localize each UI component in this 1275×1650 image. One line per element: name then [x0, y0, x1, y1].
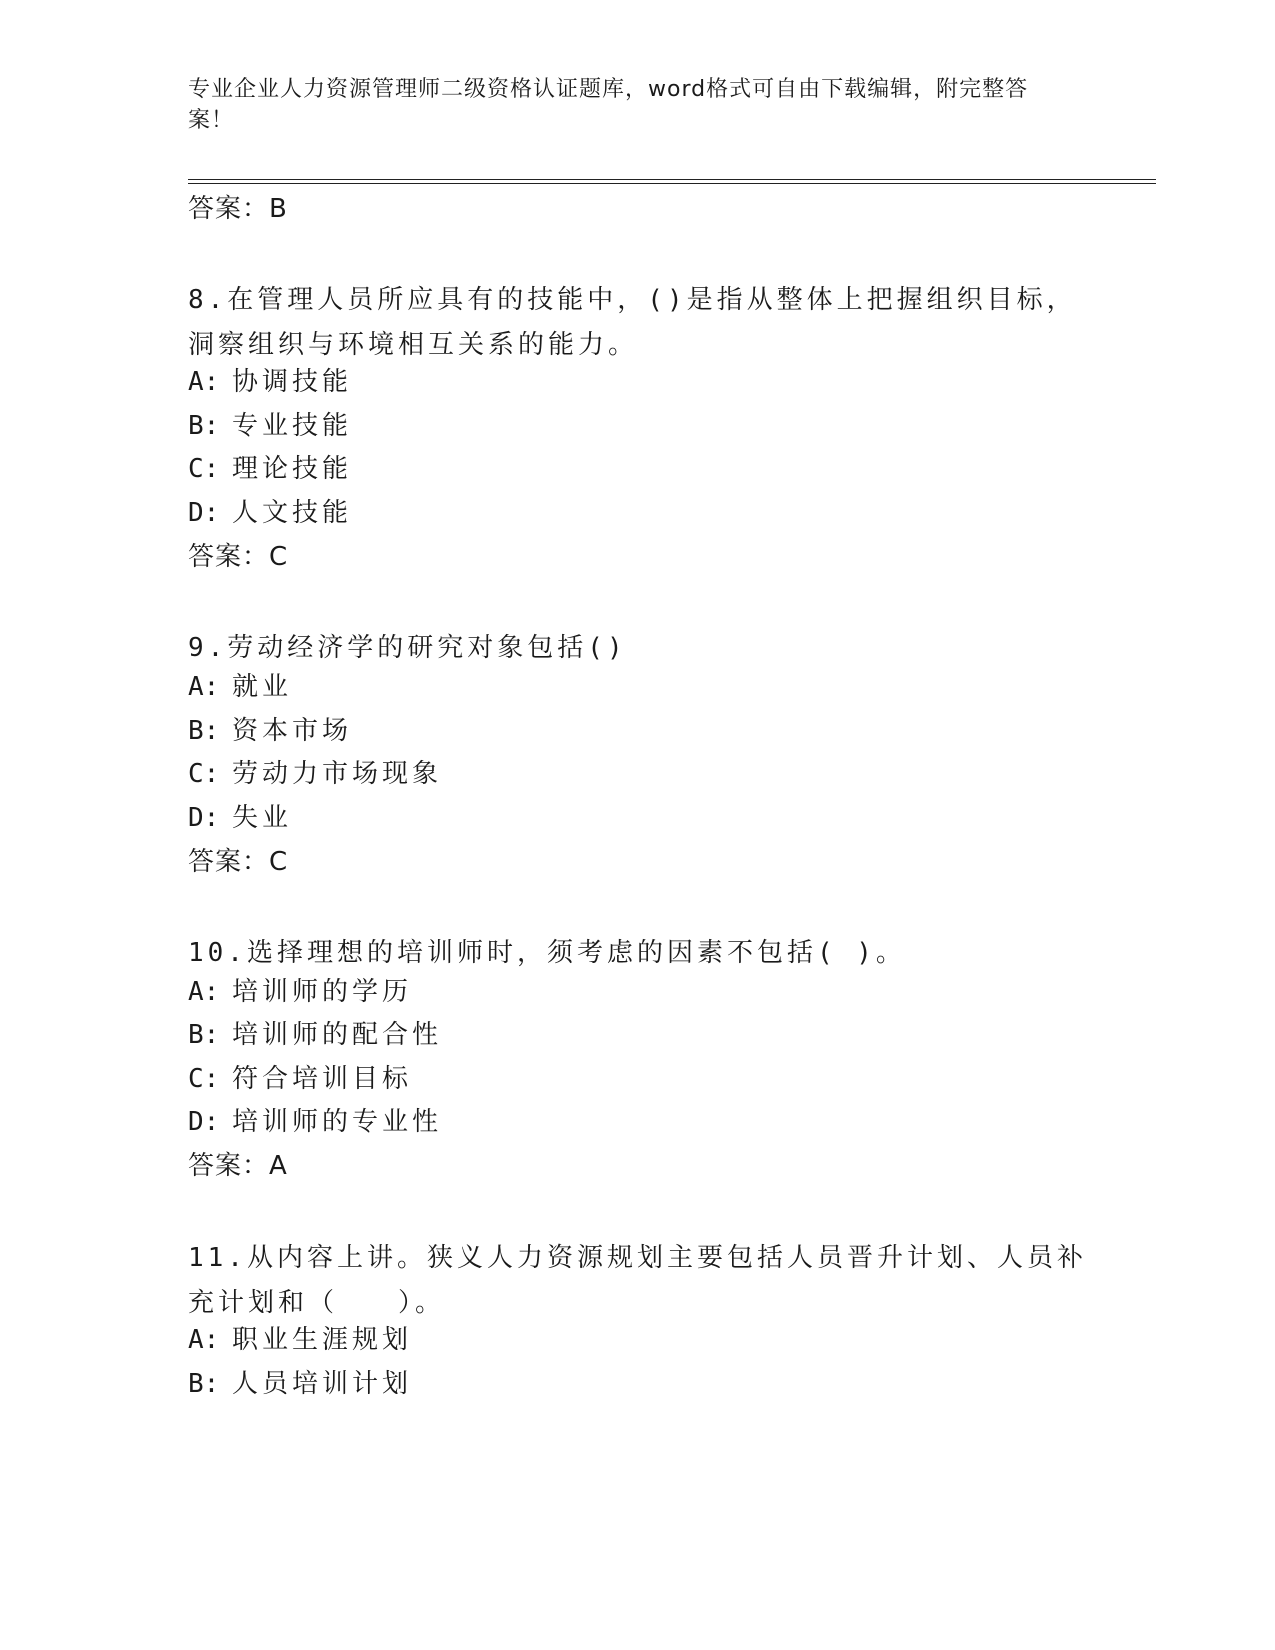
option-text: 资本市场 — [232, 716, 353, 746]
question-10-option-c — [188, 1062, 412, 1096]
question-8-option-d — [188, 496, 352, 530]
option-text: 协调技能 — [232, 367, 353, 397]
question-10-option-d — [188, 1105, 442, 1139]
option-letter: A: — [188, 977, 220, 1007]
question-8-option-a — [188, 365, 352, 399]
question-11-option-a — [188, 1323, 412, 1357]
option-letter: C: — [188, 759, 220, 789]
option-letter: A: — [188, 1325, 220, 1355]
question-8-option-c — [188, 452, 352, 486]
option-text: 培训师的学历 — [232, 977, 413, 1007]
option-letter: D: — [188, 1107, 220, 1137]
question-8-option-b — [188, 409, 352, 443]
question-9-option-c — [188, 757, 442, 791]
question-11-stem: 11.从内容上讲。狭义人力资源规划主要包括人员晋升计划、人员补充计划和（ ）。 — [188, 1243, 1087, 1318]
option-letter: B: — [188, 411, 220, 441]
question-11-option-b — [188, 1367, 412, 1401]
question-8-answer: 答案：C — [188, 542, 289, 572]
option-letter: B: — [188, 1369, 220, 1399]
header-note: 专业企业人力资源管理师二级资格认证题库，word格式可自由下载编辑，附完整答案！ — [188, 77, 1029, 133]
question-10-option-a — [188, 975, 412, 1009]
option-letter: D: — [188, 498, 220, 528]
question-10-answer: 答案：A — [188, 1151, 288, 1181]
question-10-stem: 10.选择理想的培训师时，须考虑的因素不包括( )。 — [188, 938, 906, 968]
header-rule-top — [188, 179, 1156, 180]
previous-answer: 答案：B — [188, 194, 288, 224]
question-9-answer: 答案：C — [188, 847, 289, 877]
question-10-option-b — [188, 1018, 442, 1052]
option-text: 理论技能 — [232, 454, 353, 484]
question-9-option-b — [188, 714, 352, 748]
option-letter: B: — [188, 1020, 220, 1050]
option-text: 符合培训目标 — [232, 1064, 413, 1094]
question-9-stem: 9.劳动经济学的研究对象包括() — [188, 633, 627, 663]
question-9-option-a — [188, 670, 292, 704]
option-letter: D: — [188, 803, 220, 833]
option-text: 职业生涯规划 — [232, 1325, 413, 1355]
option-text: 就业 — [232, 672, 293, 702]
question-9-option-d — [188, 801, 292, 835]
option-text: 人文技能 — [232, 498, 353, 528]
option-letter: C: — [188, 454, 220, 484]
option-letter: A: — [188, 367, 220, 397]
option-letter: B: — [188, 716, 220, 746]
option-text: 培训师的配合性 — [232, 1020, 443, 1050]
option-text: 培训师的专业性 — [232, 1107, 443, 1137]
option-text: 失业 — [232, 803, 293, 833]
header-rule-bottom — [188, 183, 1156, 184]
option-letter: C: — [188, 1064, 220, 1094]
option-text: 专业技能 — [232, 411, 353, 441]
option-text: 劳动力市场现象 — [232, 759, 443, 789]
option-letter: A: — [188, 672, 220, 702]
option-text: 人员培训计划 — [232, 1369, 413, 1399]
question-8-stem: 8.在管理人员所应具有的技能中，()是指从整体上把握组织目标，洞察组织与环境相互关系的能力。 — [188, 285, 1077, 360]
